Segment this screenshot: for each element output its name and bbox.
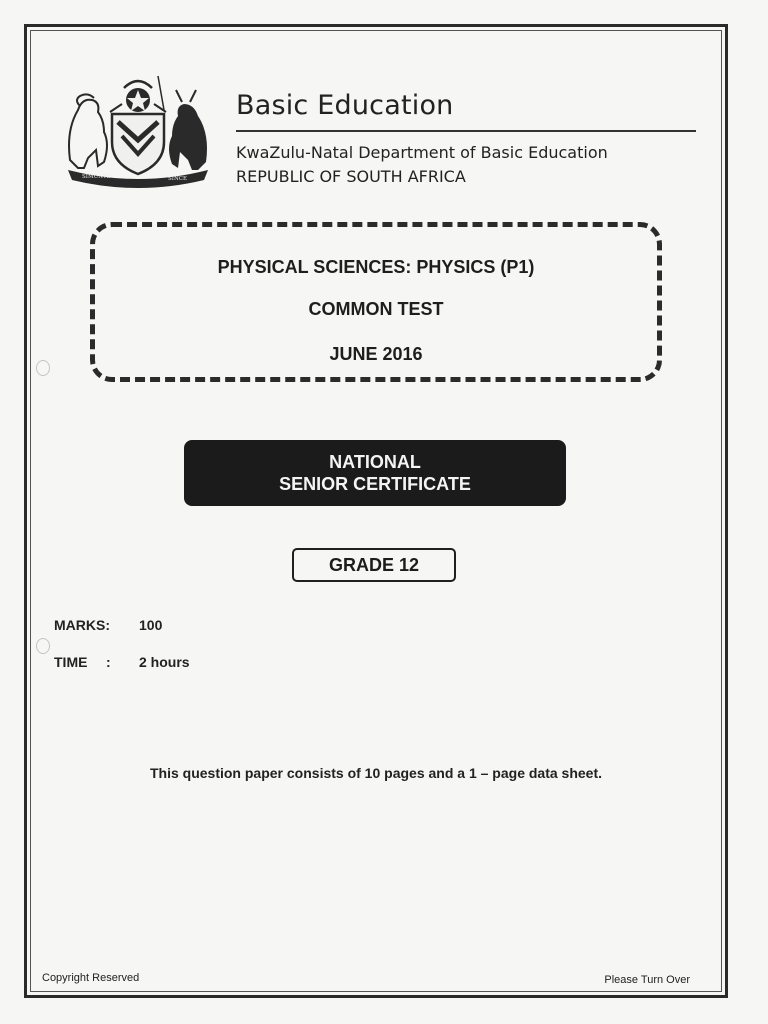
department-name: KwaZulu-Natal Department of Basic Education <box>236 143 608 162</box>
crest-motto-right: SINCE <box>168 176 187 182</box>
time-value: 2 hours <box>139 654 190 670</box>
exam-date: JUNE 2016 <box>329 344 423 364</box>
marks-value: 100 <box>139 617 163 633</box>
time-label: TIME <box>54 654 88 670</box>
country-name: REPUBLIC OF SOUTH AFRICA <box>236 167 466 186</box>
page-count-note: This question paper consists of 10 pages and a 1 – page data sheet. <box>149 765 603 781</box>
exam-test-type: COMMON TEST <box>308 299 444 319</box>
crest-motto-left: SIMUNYE <box>82 174 111 180</box>
marks-label: MARKS: <box>54 617 110 633</box>
grade-label: GRADE 12 <box>292 548 456 582</box>
footer-turn-over: Please Turn Over <box>604 974 690 986</box>
certificate-banner <box>184 440 566 506</box>
time-separator: : <box>106 654 111 670</box>
header-divider <box>236 130 696 132</box>
coat-of-arms-icon <box>60 70 216 190</box>
footer-copyright: Copyright Reserved <box>42 972 140 984</box>
certificate-line-1: NATIONAL <box>329 452 421 472</box>
punch-hole-mark <box>36 638 50 654</box>
exam-subject: PHYSICAL SCIENCES: PHYSICS (P1) <box>217 257 535 277</box>
certificate-line-2: SENIOR CERTIFICATE <box>279 474 471 494</box>
department-title: Basic Education <box>236 90 454 121</box>
punch-hole-mark <box>36 360 50 376</box>
